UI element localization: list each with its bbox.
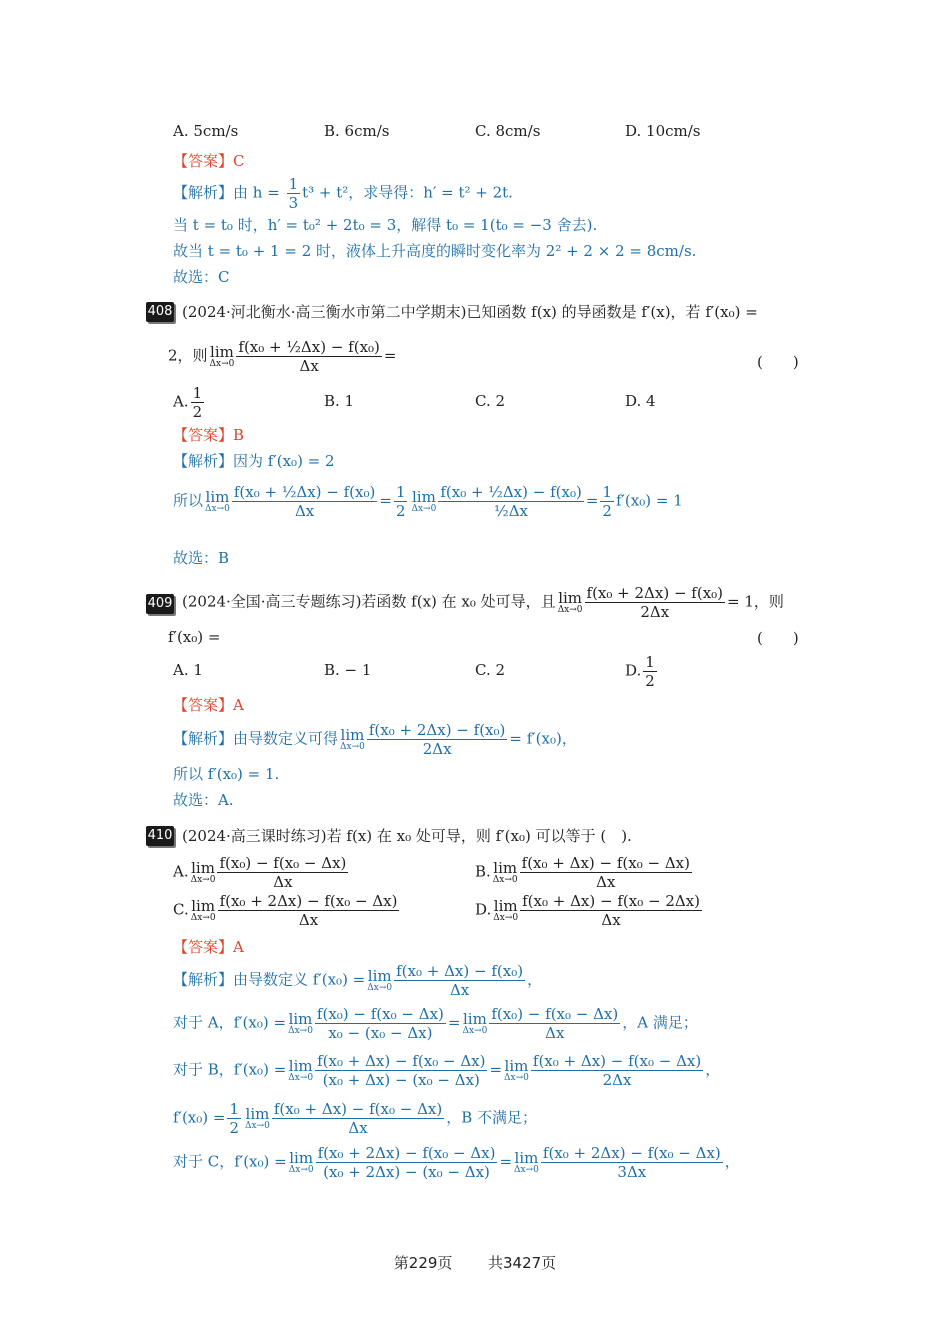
q408-analysis-3: 故选：B xyxy=(173,549,230,567)
lim-sub: Δx→0 xyxy=(411,503,437,514)
limit xyxy=(288,1148,314,1175)
fraction xyxy=(394,483,408,520)
limit xyxy=(190,858,216,885)
q409-option-c: C. 2 xyxy=(475,661,506,679)
answer-value: B xyxy=(233,426,245,444)
q410-answer xyxy=(173,937,244,957)
analysis-text: 对于 B，f′(x₀) = xyxy=(173,1060,287,1079)
lim-sub: Δx→0 xyxy=(205,503,230,514)
analysis-text: 由导数定义 f′(x₀) = xyxy=(233,970,366,989)
lim-sub: Δx→0 xyxy=(492,874,518,885)
analysis-text: ，B 不满足； xyxy=(446,1108,538,1127)
denominator: Δx xyxy=(545,1024,565,1042)
numerator: f(x₀ + Δx) − f(x₀ − Δx) xyxy=(317,1052,486,1070)
analysis-text: 所以 xyxy=(173,491,204,510)
limit xyxy=(462,1009,488,1036)
denominator: (x₀ + Δx) − (x₀ − Δx) xyxy=(322,1071,480,1089)
fraction xyxy=(236,338,382,375)
lim-text: lim xyxy=(493,896,518,915)
denominator: Δx xyxy=(449,981,470,999)
denominator: 2 xyxy=(602,502,612,520)
fraction xyxy=(585,584,726,621)
analysis-text: 由 h = xyxy=(233,183,285,202)
fraction xyxy=(191,384,205,421)
analysis-tag: 【解析】 xyxy=(173,183,234,202)
q408-option-a xyxy=(173,384,206,421)
q409-option-a: A. 1 xyxy=(173,661,203,679)
equals: = xyxy=(489,1060,503,1079)
lim-text: lim xyxy=(288,1056,313,1075)
lim-sub: Δx→0 xyxy=(504,1072,529,1083)
denominator: Δx xyxy=(601,911,621,929)
numerator: f(x₀ + Δx) − f(x₀ − Δx) xyxy=(532,1052,702,1070)
equals: = xyxy=(447,1013,461,1032)
limit xyxy=(514,1148,539,1175)
lim-sub: Δx→0 xyxy=(367,982,393,993)
denominator: 2Δx xyxy=(602,1071,632,1089)
numerator: 1 xyxy=(602,483,612,501)
denominator: 3 xyxy=(288,194,299,212)
numerator: f(x₀) − f(x₀ − Δx) xyxy=(219,854,347,872)
analysis-text: f′(x₀) = 1 xyxy=(615,491,683,510)
analysis-tag: 【解析】 xyxy=(173,970,234,989)
q408-stem-2 xyxy=(168,338,396,375)
stem-text: (2024·全国·高三专题练习)若函数 f(x) 在 x₀ 处可导，且 xyxy=(182,592,556,611)
fraction xyxy=(643,653,657,690)
q410-analysis-1 xyxy=(173,962,542,999)
numerator: f(x₀ + 2Δx) − f(x₀ − Δx) xyxy=(317,1144,496,1162)
limit xyxy=(288,1009,313,1036)
numerator: f(x₀ + 2Δx) − f(x₀ − Δx) xyxy=(542,1144,721,1162)
denominator: Δx xyxy=(596,873,616,891)
lim-text: lim xyxy=(288,1009,313,1028)
q407-answer xyxy=(173,151,245,171)
q409-answer xyxy=(173,695,244,715)
lim-text: lim xyxy=(210,342,234,361)
question-number-badge: 410 xyxy=(146,826,174,846)
q410-analysis-5 xyxy=(173,1144,740,1181)
q409-analysis-2: 所以 f′(x₀) = 1. xyxy=(173,765,280,783)
option-label: A. xyxy=(173,392,189,411)
q408-answer-paren: ( ) xyxy=(757,353,799,371)
denominator: Δx xyxy=(294,502,315,520)
numerator: f(x₀) − f(x₀ − Δx) xyxy=(316,1005,444,1023)
fraction xyxy=(438,483,584,520)
fraction xyxy=(520,854,692,891)
q409-stem-1 xyxy=(182,584,784,621)
q410-option-c xyxy=(173,892,401,929)
fraction xyxy=(217,854,348,891)
lim-sub: Δx→0 xyxy=(288,1072,314,1083)
q408-option-b: B. 1 xyxy=(324,392,355,410)
lim-sub: Δx→0 xyxy=(462,1025,488,1036)
q407-analysis-1 xyxy=(173,175,513,212)
q408-option-c: C. 2 xyxy=(475,392,506,410)
option-label: A. xyxy=(173,862,189,881)
option-label: D. xyxy=(475,900,492,919)
analysis-text: 因为 f′(x₀) = 2 xyxy=(233,452,335,470)
numerator: 1 xyxy=(395,483,406,501)
analysis-text: ， xyxy=(705,1060,721,1079)
option-label: B. xyxy=(475,862,491,881)
lim-text: lim xyxy=(493,858,518,877)
q410-analysis-3 xyxy=(173,1052,720,1089)
q408-stem-1: (2024·河北衡水·高三衡水市第二中学期末)已知函数 f(x) 的导函数是 f′(x)，若 f′(x₀) = xyxy=(182,303,758,321)
analysis-text: f′(x₀) = xyxy=(173,1108,226,1127)
fraction xyxy=(531,1052,703,1089)
stem-text: = xyxy=(383,346,397,365)
q407-option-d: D. 10cm/s xyxy=(625,122,701,140)
q409-analysis-1 xyxy=(173,721,577,758)
denominator: Δx xyxy=(298,911,319,929)
denominator: 2Δx xyxy=(422,740,452,758)
numerator: 1 xyxy=(288,175,299,193)
denominator: (x₀ + 2Δx) − (x₀ − Δx) xyxy=(323,1163,490,1181)
stem-text: = 1，则 xyxy=(727,592,784,611)
page-number: 第229页 xyxy=(393,1254,453,1272)
fraction xyxy=(394,962,525,999)
numerator: f(x₀ + Δx) − f(x₀ − Δx) xyxy=(521,854,690,872)
lim-sub: Δx→0 xyxy=(514,1164,539,1175)
q408-analysis-2 xyxy=(173,483,683,520)
numerator: f(x₀ + ½Δx) − f(x₀) xyxy=(238,338,380,356)
q409-analysis-3: 故选：A. xyxy=(173,791,234,809)
fraction xyxy=(520,892,702,929)
denominator: Δx xyxy=(348,1119,368,1137)
denominator: 2Δx xyxy=(640,603,670,621)
q408-analysis-1 xyxy=(173,451,335,471)
denominator: Δx xyxy=(273,873,293,891)
denominator: Δx xyxy=(299,357,319,375)
q410-option-b xyxy=(475,854,694,891)
option-label: D. xyxy=(625,661,642,680)
answer-tag: 【答案】 xyxy=(173,938,234,956)
q407-analysis-4: 故选：C xyxy=(173,268,230,286)
lim-text: lim xyxy=(340,725,365,744)
fraction xyxy=(541,1144,723,1181)
numerator: f(x₀ + ½Δx) − f(x₀) xyxy=(440,483,582,501)
numerator: f(x₀ + 2Δx) − f(x₀) xyxy=(368,721,506,739)
fraction xyxy=(489,1005,620,1042)
analysis-tag: 【解析】 xyxy=(173,729,234,748)
numerator: f(x₀ + ½Δx) − f(x₀) xyxy=(233,483,376,501)
limit xyxy=(245,1104,270,1131)
analysis-tag: 【解析】 xyxy=(173,452,234,470)
analysis-text: 由导数定义可得 xyxy=(233,729,339,748)
lim-text: lim xyxy=(191,896,216,915)
lim-text: lim xyxy=(514,1148,539,1167)
page-footer xyxy=(0,1252,950,1273)
q408-option-d: D. 4 xyxy=(625,392,656,410)
denominator: 2 xyxy=(192,403,203,421)
analysis-text: ，A 满足； xyxy=(622,1013,698,1032)
limit xyxy=(557,588,583,615)
limit xyxy=(367,966,393,993)
limit xyxy=(205,487,230,514)
numerator: 1 xyxy=(229,1100,240,1118)
answer-tag: 【答案】 xyxy=(173,696,234,714)
lim-sub: Δx→0 xyxy=(493,912,519,923)
q407-option-c: C. 8cm/s xyxy=(475,122,541,140)
equals: = xyxy=(585,491,599,510)
lim-text: lim xyxy=(191,858,215,877)
page-total: 共3427页 xyxy=(488,1254,557,1272)
lim-sub: Δx→0 xyxy=(209,358,235,369)
lim-text: lim xyxy=(367,966,392,985)
lim-text: lim xyxy=(504,1056,529,1075)
answer-value: A xyxy=(233,696,244,714)
denominator: 3Δx xyxy=(617,1163,647,1181)
q410-option-a xyxy=(173,854,350,891)
numerator: 1 xyxy=(192,384,203,402)
fraction xyxy=(367,721,508,758)
lim-text: lim xyxy=(558,588,583,607)
numerator: f(x₀) − f(x₀ − Δx) xyxy=(491,1005,619,1023)
equals: = xyxy=(379,491,392,510)
q407-analysis-3: 故当 t = t₀ + 1 = 2 时，液体上升高度的瞬时变化率为 2² + 2 × 2 = 8cm/s. xyxy=(173,242,697,260)
fraction xyxy=(232,483,378,520)
q410-analysis-2 xyxy=(173,1005,698,1042)
analysis-text: 对于 C，f′(x₀) = xyxy=(173,1152,287,1171)
q410-option-d xyxy=(475,892,704,929)
fraction xyxy=(315,1005,446,1042)
fraction xyxy=(600,483,614,520)
analysis-text: 对于 A，f′(x₀) = xyxy=(173,1013,287,1032)
lim-text: lim xyxy=(289,1148,314,1167)
lim-text: lim xyxy=(411,487,436,506)
q410-stem: (2024·高三课时练习)若 f(x) 在 x₀ 处可导，则 f′(x₀) 可以等于 ( ). xyxy=(182,827,632,845)
lim-sub: Δx→0 xyxy=(288,1025,313,1036)
limit xyxy=(493,896,519,923)
numerator: f(x₀ + 2Δx) − f(x₀ − Δx) xyxy=(219,892,398,910)
denominator: 2 xyxy=(645,672,655,690)
limit xyxy=(340,725,365,752)
lim-text: lim xyxy=(245,1104,270,1123)
answer-value: C xyxy=(233,152,245,170)
answer-tag: 【答案】 xyxy=(173,152,234,170)
lim-sub: Δx→0 xyxy=(557,604,583,615)
limit xyxy=(190,896,216,923)
denominator: ½Δx xyxy=(494,502,528,520)
q407-analysis-2: 当 t = t₀ 时，h′ = t₀² + 2t₀ = 3，解得 t₀ = 1(t₀ = −3 舍去). xyxy=(173,216,598,234)
numerator: f(x₀ + Δx) − f(x₀ − 2Δx) xyxy=(522,892,701,910)
q407-option-a: A. 5cm/s xyxy=(173,122,239,140)
limit xyxy=(411,487,437,514)
lim-sub: Δx→0 xyxy=(288,1164,314,1175)
analysis-text: ， xyxy=(527,970,543,989)
fraction xyxy=(272,1100,444,1137)
lim-sub: Δx→0 xyxy=(245,1120,270,1131)
q409-stem-2: f′(x₀) = xyxy=(168,628,221,646)
limit xyxy=(492,858,518,885)
analysis-text: ， xyxy=(724,1152,740,1171)
limit xyxy=(288,1056,314,1083)
numerator: f(x₀ + Δx) − f(x₀) xyxy=(396,962,524,980)
numerator: f(x₀ + Δx) − f(x₀ − Δx) xyxy=(273,1100,443,1118)
denominator: x₀ − (x₀ − Δx) xyxy=(328,1024,433,1042)
lim-text: lim xyxy=(205,487,230,506)
fraction xyxy=(316,1144,498,1181)
q409-option-d xyxy=(625,653,659,690)
lim-text: lim xyxy=(462,1009,487,1028)
q410-analysis-4 xyxy=(173,1100,537,1137)
denominator: 2 xyxy=(395,502,406,520)
equals: = xyxy=(499,1152,513,1171)
stem-text: 2，则 xyxy=(168,346,208,365)
limit xyxy=(504,1056,529,1083)
answer-value: A xyxy=(233,938,244,956)
answer-tag: 【答案】 xyxy=(173,426,234,444)
analysis-text: t³ + t²，求导得：h′ = t² + 2t. xyxy=(302,183,513,202)
analysis-text: = f′(x₀)， xyxy=(509,729,577,748)
limit xyxy=(209,342,235,369)
option-label: C. xyxy=(173,900,189,919)
denominator: 2 xyxy=(229,1119,240,1137)
lim-sub: Δx→0 xyxy=(190,912,216,923)
fraction xyxy=(287,175,301,212)
question-number-badge: 408 xyxy=(146,302,174,322)
q407-option-b: B. 6cm/s xyxy=(324,122,390,140)
q408-answer xyxy=(173,425,244,445)
question-number-badge: 409 xyxy=(146,594,174,614)
q409-option-b: B. − 1 xyxy=(324,661,372,679)
numerator: 1 xyxy=(645,653,655,671)
lim-sub: Δx→0 xyxy=(340,741,365,752)
lim-sub: Δx→0 xyxy=(190,874,216,885)
fraction xyxy=(218,892,400,929)
q409-answer-paren: ( ) xyxy=(757,629,799,647)
fraction xyxy=(315,1052,487,1089)
fraction xyxy=(227,1100,241,1137)
numerator: f(x₀ + 2Δx) − f(x₀) xyxy=(586,584,724,602)
